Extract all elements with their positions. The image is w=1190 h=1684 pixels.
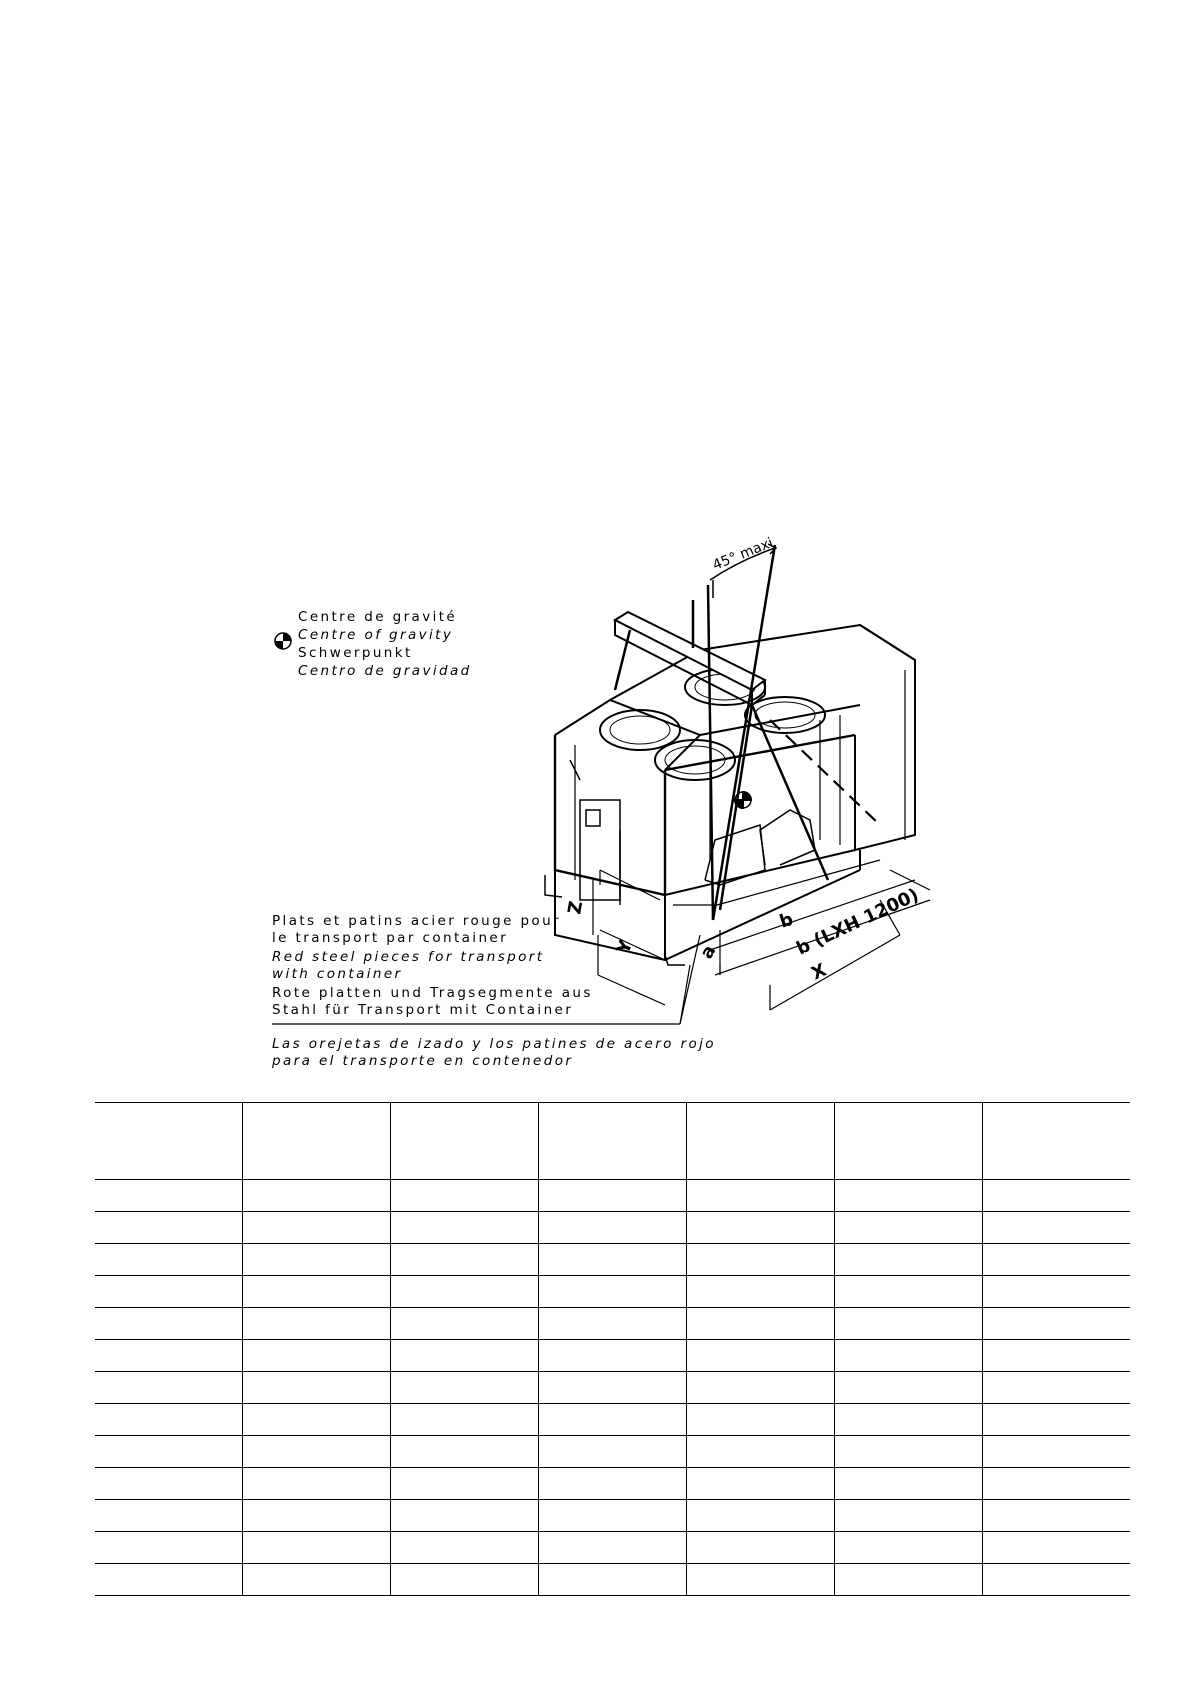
table-cell (982, 1564, 1130, 1596)
table-row (95, 1532, 1130, 1564)
table-cell (95, 1532, 243, 1564)
table-cell (391, 1180, 539, 1212)
table-cell (243, 1244, 391, 1276)
table-cell (95, 1276, 243, 1308)
table-cell (834, 1436, 982, 1468)
table-cell (834, 1180, 982, 1212)
legend-steel-es-2: para el transporte en contenedor (272, 1053, 574, 1069)
table-header-cell (982, 1103, 1130, 1180)
table-cell (834, 1404, 982, 1436)
table-cell (834, 1244, 982, 1276)
table-cell (834, 1308, 982, 1340)
table-cell (834, 1372, 982, 1404)
legend-steel-fr-2: le transport par container (272, 930, 509, 946)
table-cell (686, 1308, 834, 1340)
table-cell (686, 1212, 834, 1244)
legend-gravity-es: Centro de gravidad (298, 663, 472, 679)
table-cell (686, 1180, 834, 1212)
table-row (95, 1180, 1130, 1212)
table-cell (539, 1564, 687, 1596)
table-cell (982, 1180, 1130, 1212)
table-cell (539, 1340, 687, 1372)
table-cell (982, 1372, 1130, 1404)
table-cell (982, 1468, 1130, 1500)
table-cell (982, 1212, 1130, 1244)
legend-steel-de-1: Rote platten und Tragsegmente aus (272, 985, 593, 1001)
table-cell (391, 1500, 539, 1532)
table-cell (539, 1436, 687, 1468)
table-cell (391, 1212, 539, 1244)
table-header-cell (391, 1103, 539, 1180)
table-cell (834, 1500, 982, 1532)
table-cell (539, 1276, 687, 1308)
legend-steel-en-2: with container (272, 966, 403, 982)
table-cell (982, 1276, 1130, 1308)
table-cell (95, 1180, 243, 1212)
table-cell (686, 1244, 834, 1276)
dim-a-label: a (696, 941, 721, 963)
table-cell (391, 1244, 539, 1276)
table-header-cell (243, 1103, 391, 1180)
table-header-cell (686, 1103, 834, 1180)
table-cell (243, 1372, 391, 1404)
table-cell (391, 1340, 539, 1372)
table-cell (95, 1436, 243, 1468)
table-header-cell (539, 1103, 687, 1180)
table-header-cell (95, 1103, 243, 1180)
table-cell (539, 1212, 687, 1244)
table-cell (95, 1372, 243, 1404)
dim-x-label: X (808, 959, 830, 985)
table-cell (95, 1404, 243, 1436)
table-cell (243, 1500, 391, 1532)
table-row (95, 1404, 1130, 1436)
table-cell (95, 1340, 243, 1372)
table-cell (686, 1468, 834, 1500)
table-cell (982, 1340, 1130, 1372)
table-cell (95, 1308, 243, 1340)
table-cell (95, 1564, 243, 1596)
table-cell (686, 1500, 834, 1532)
legend-gravity-en: Centre of gravity (298, 627, 454, 643)
dim-y-label: Y (612, 937, 638, 957)
table-row (95, 1372, 1130, 1404)
table-cell (539, 1244, 687, 1276)
table-cell (982, 1436, 1130, 1468)
table-cell (243, 1468, 391, 1500)
legend-steel-de-2: Stahl für Transport mit Container (272, 1002, 574, 1018)
table-cell (539, 1180, 687, 1212)
table-cell (539, 1308, 687, 1340)
table-cell (539, 1372, 687, 1404)
table-cell (391, 1564, 539, 1596)
table-row (95, 1244, 1130, 1276)
table-cell (243, 1212, 391, 1244)
table-cell (686, 1436, 834, 1468)
table-cell (391, 1532, 539, 1564)
table-cell (243, 1308, 391, 1340)
table-cell (834, 1276, 982, 1308)
table-cell (834, 1340, 982, 1372)
table-cell (539, 1404, 687, 1436)
table-cell (243, 1404, 391, 1436)
table-cell (686, 1532, 834, 1564)
table-cell (982, 1308, 1130, 1340)
table-cell (95, 1244, 243, 1276)
table-cell (834, 1468, 982, 1500)
table-cell (982, 1532, 1130, 1564)
table-cell (686, 1564, 834, 1596)
table-cell (243, 1532, 391, 1564)
table-header-row (95, 1103, 1130, 1180)
table-cell (982, 1404, 1130, 1436)
table-row (95, 1468, 1130, 1500)
dim-b-lxh-label: b (LXH 1200) (793, 884, 923, 960)
table-cell (686, 1340, 834, 1372)
table-cell (834, 1212, 982, 1244)
legend-steel-en-1: Red steel pieces for transport (272, 949, 545, 965)
table-cell (391, 1276, 539, 1308)
table-cell (834, 1564, 982, 1596)
table-cell (95, 1500, 243, 1532)
legend-steel-fr-1: Plats et patins acier rouge pour (272, 913, 562, 929)
table-cell (243, 1180, 391, 1212)
table-cell (982, 1500, 1130, 1532)
table-row (95, 1500, 1130, 1532)
table-cell (243, 1340, 391, 1372)
table-cell (95, 1468, 243, 1500)
table-cell (686, 1404, 834, 1436)
dimensions-table (95, 1102, 1130, 1596)
legend-gravity-fr: Centre de gravité (298, 609, 458, 625)
table-row (95, 1308, 1130, 1340)
table-row (95, 1436, 1130, 1468)
legend-steel-es-1: Las orejetas de izado y los patines de acero rojo (272, 1036, 716, 1052)
table-cell (391, 1404, 539, 1436)
table-row (95, 1340, 1130, 1372)
centre-of-gravity-icon (274, 632, 292, 650)
table-cell (95, 1212, 243, 1244)
dim-z-label: Z (564, 899, 588, 916)
table-row (95, 1276, 1130, 1308)
unit-front-face (555, 735, 665, 895)
table-cell (834, 1532, 982, 1564)
table-cell (391, 1308, 539, 1340)
table-row (95, 1212, 1130, 1244)
table-cell (391, 1372, 539, 1404)
table-header-cell (834, 1103, 982, 1180)
table-row (95, 1564, 1130, 1596)
table-cell (539, 1500, 687, 1532)
legend-gravity-de: Schwerpunkt (298, 645, 413, 661)
table-cell (686, 1372, 834, 1404)
table-cell (243, 1276, 391, 1308)
table-cell (686, 1276, 834, 1308)
table-cell (243, 1436, 391, 1468)
dim-b-label: b (777, 908, 796, 933)
table-cell (243, 1564, 391, 1596)
dim-angle-label: 45° maxi (710, 535, 776, 574)
unit-right-box (855, 625, 915, 850)
table-cell (391, 1436, 539, 1468)
table-cell (539, 1468, 687, 1500)
table-cell (982, 1244, 1130, 1276)
table-cell (539, 1532, 687, 1564)
table-cell (391, 1468, 539, 1500)
